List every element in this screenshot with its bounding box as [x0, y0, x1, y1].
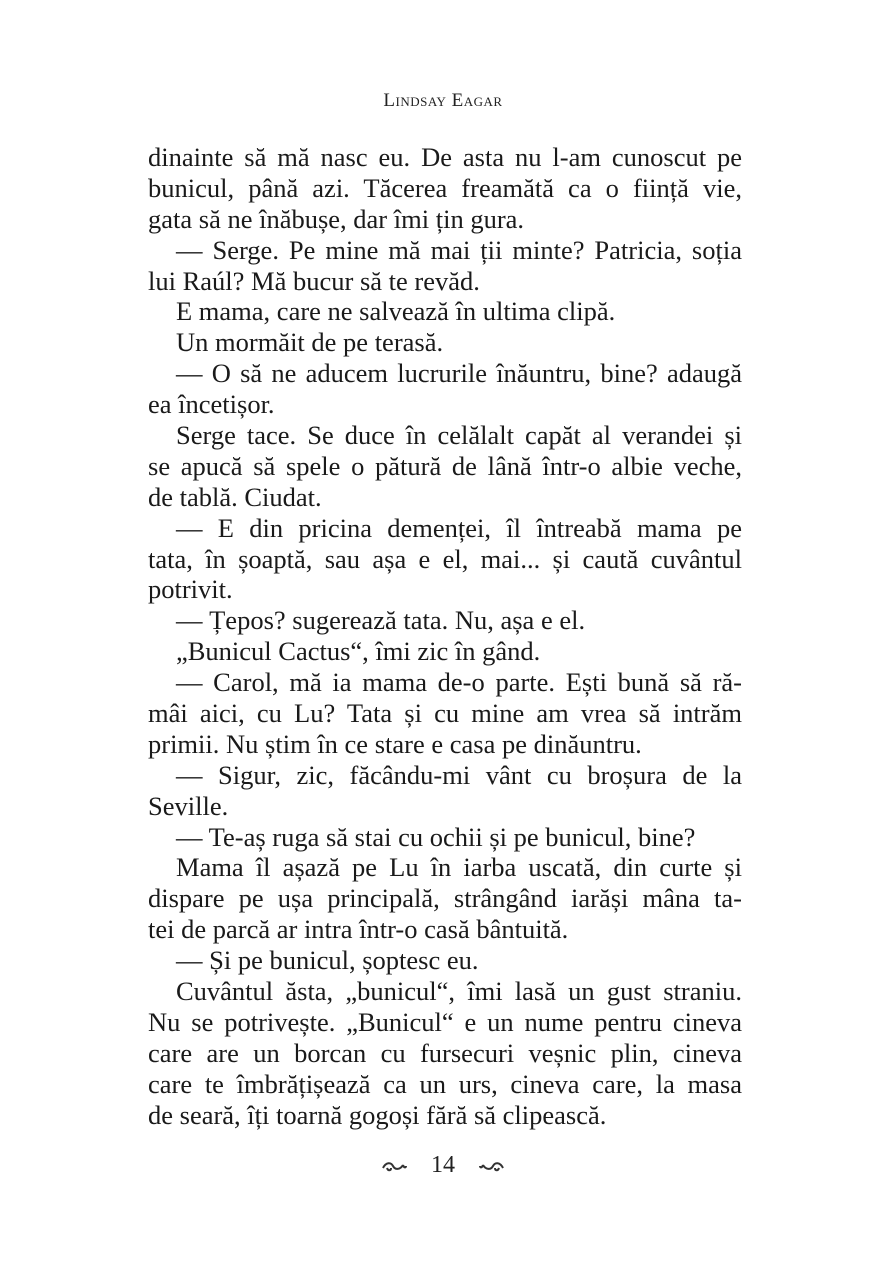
- text-line: potrivit.: [148, 574, 233, 605]
- text-line: — Carol, mă ia mama de-o parte. Ești bună să ră-: [176, 667, 742, 698]
- text-line: dinainte să mă nasc eu. De asta nu l-am cunoscut pe: [148, 142, 742, 172]
- text-line: — E din pricina demenței, îl întreabă mama pe: [176, 512, 742, 543]
- text-line: — O să ne aducem lucrurile înăuntru, bine? adaugă: [176, 358, 742, 389]
- body-text: [148, 142, 742, 1131]
- text-line: primii. Nu știm în ce stare e casa pe dinăuntru.: [148, 728, 642, 759]
- running-header: Lindsay Eagar: [383, 90, 503, 111]
- text-line: Cuvântul ăsta, „bunicul“, îmi lasă un gust straniu.: [176, 976, 742, 1007]
- text-line: Un mormăit de pe terasă.: [176, 327, 444, 358]
- text-line: bunicul, până azi. Tăcerea freamătă ca o ființă vie,: [148, 172, 742, 203]
- text-line: E mama, care ne salvează în ultima clipă.: [176, 296, 616, 327]
- text-line: tata, în șoaptă, sau așa e el, mai... și caută cuvântul: [148, 543, 742, 574]
- text-line: Mama îl așază pe Lu în iarba uscată, din curte și: [176, 852, 742, 883]
- text-line: de seară, îți toarnă gogoși fără să clipească.: [148, 1099, 607, 1130]
- text-line: — Țepos? sugerează tata. Nu, așa e el.: [176, 605, 586, 636]
- text-line: Nu se potrivește. „Bunicul“ e un nume pentru cineva: [148, 1006, 742, 1037]
- text-line: dispare pe ușa principală, strângând iarăși mâna ta-: [148, 883, 742, 914]
- text-line: care te îmbrățișează ca un urs, cineva care, la masa: [148, 1068, 742, 1099]
- text-line: — Sigur, zic, făcându-mi vânt cu broșura de la: [176, 759, 742, 790]
- text-line: — Te-aș ruga să stai cu ochii și pe bunicul, bine?: [176, 821, 696, 852]
- text-line: se apucă să spele o pătură de lână într-o albie veche,: [148, 450, 742, 481]
- text-line: Seville.: [148, 790, 229, 821]
- text-line: — Și pe bunicul, șoptesc eu.: [176, 945, 479, 976]
- text-line: — Serge. Pe mine mă mai ții minte? Patricia, soția: [176, 234, 742, 265]
- fleuron-left-icon: [381, 1159, 407, 1173]
- text-line: lui Raúl? Mă bucur să te revăd.: [148, 265, 480, 296]
- text-line: care are un borcan cu fursecuri veșnic plin, cineva: [148, 1037, 742, 1068]
- page-footer: [0, 1152, 886, 1179]
- fleuron-right-icon: [479, 1159, 505, 1173]
- text-line: Serge tace. Se duce în celălalt capăt al verandei și: [176, 420, 742, 451]
- text-line: „Bunicul Cactus“, îmi zic în gând.: [176, 636, 541, 667]
- text-line: tei de parcă ar intra într-o casă bântuită.: [148, 914, 569, 945]
- text-line: de tablă. Ciudat.: [148, 481, 322, 512]
- text-line: ea încetișor.: [148, 389, 275, 420]
- text-line: gata să ne înăbușe, dar îmi țin gura.: [148, 203, 525, 234]
- page-number: 14: [431, 1152, 455, 1178]
- text-line: mâi aici, cu Lu? Tata și cu mine am vrea să intrăm: [148, 698, 742, 729]
